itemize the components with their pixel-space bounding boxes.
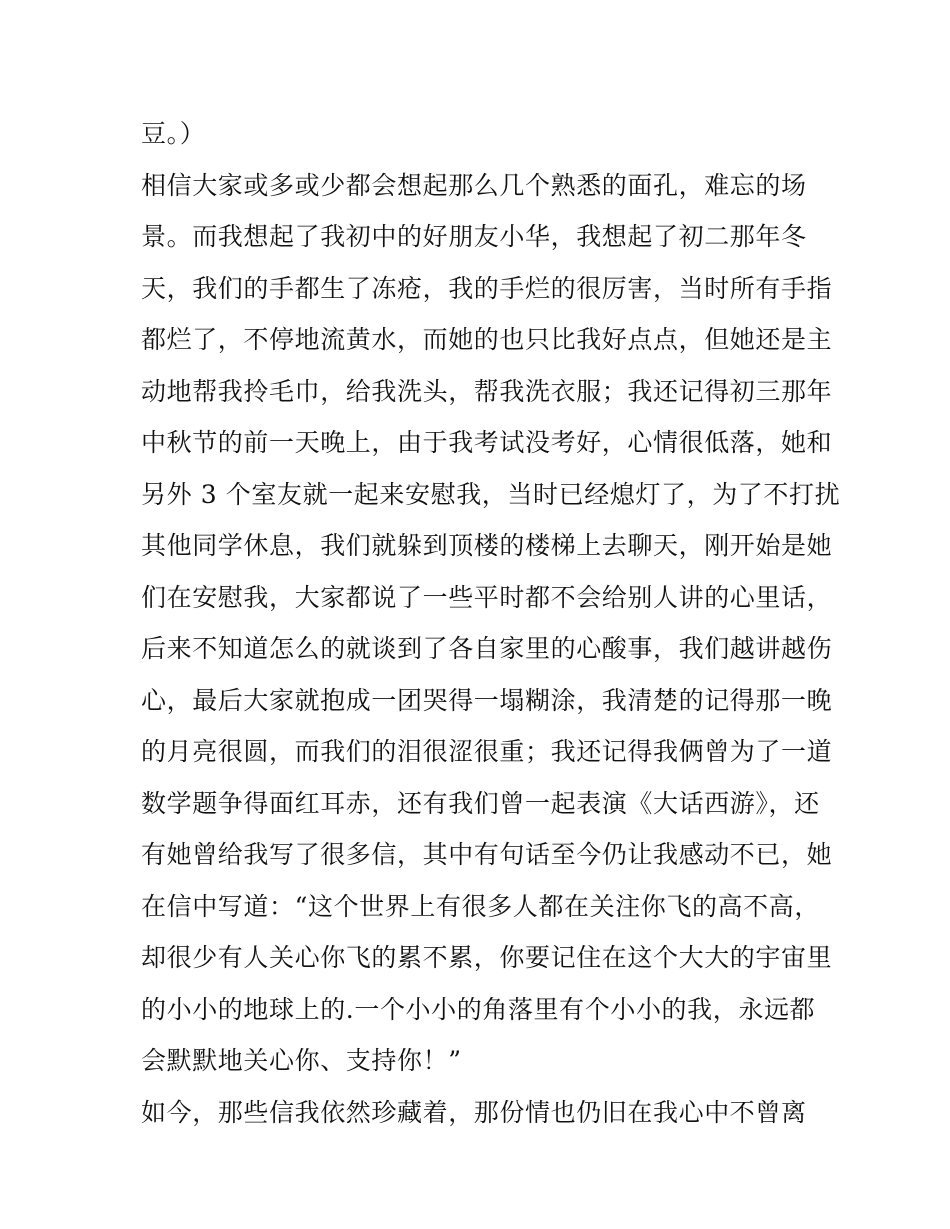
text-line: 们在安慰我，大家都说了一些平时都不会给别人讲的心里话，	[141, 582, 833, 612]
text-line: 的小小的地球上的.一个小小的角落里有个小小的我，永远都	[141, 994, 816, 1024]
text-line: 心，最后大家就抱成一团哭得一塌糊涂，我清楚的记得那一晚	[141, 685, 833, 715]
text-line: 相信大家或多或少都会想起那么几个熟悉的面孔，难忘的场	[141, 170, 807, 200]
text-line: 却很少有人关心你飞的累不累，你要记住在这个大大的宇宙里	[141, 943, 833, 972]
text-line: 另外 3 个室友就一起来安慰我，当时已经熄灯了，为了不打扰	[141, 479, 841, 509]
text-line: 后来不知道怎么的就谈到了各自家里的心酸事，我们越讲越伤	[141, 634, 833, 663]
text-line: 豆。）	[141, 119, 206, 148]
text-line: 景。而我想起了我初中的好朋友小华，我想起了初二那年冬	[141, 222, 807, 251]
text-line: 在信中写道：“这个世界上有很多人都在关注你飞的高不高，	[141, 891, 820, 921]
text-line: 中秋节的前一天晚上，由于我考试没考好，心情很低落，她和	[141, 428, 833, 457]
text-line: 动地帮我拎毛巾，给我洗头，帮我洗衣服；我还记得初三那年	[141, 376, 833, 406]
text-line: 其他同学休息，我们就躲到顶楼的楼梯上去聊天，刚开始是她	[141, 531, 833, 560]
text-line: 天，我们的手都生了冻疮，我的手烂的很厉害，当时所有手指	[141, 273, 833, 303]
body-text	[141, 108, 841, 1138]
text-line: 的月亮很圆，而我们的泪很涩很重；我还记得我俩曾为了一道	[141, 737, 833, 766]
text-line: 有她曾给我写了很多信，其中有句话至今仍让我感动不已，她	[141, 840, 833, 869]
text-line: 都烂了，不停地流黄水，而她的也只比我好点点，但她还是主	[141, 325, 833, 354]
text-line: 数学题争得面红耳赤，还有我们曾一起表演《大话西游》，还	[141, 788, 820, 818]
text-line: 如今，那些信我依然珍藏着，那份情也仍旧在我心中不曾离	[141, 1097, 807, 1127]
text-line: 会默默地关心你、支持你！”	[141, 1046, 462, 1075]
